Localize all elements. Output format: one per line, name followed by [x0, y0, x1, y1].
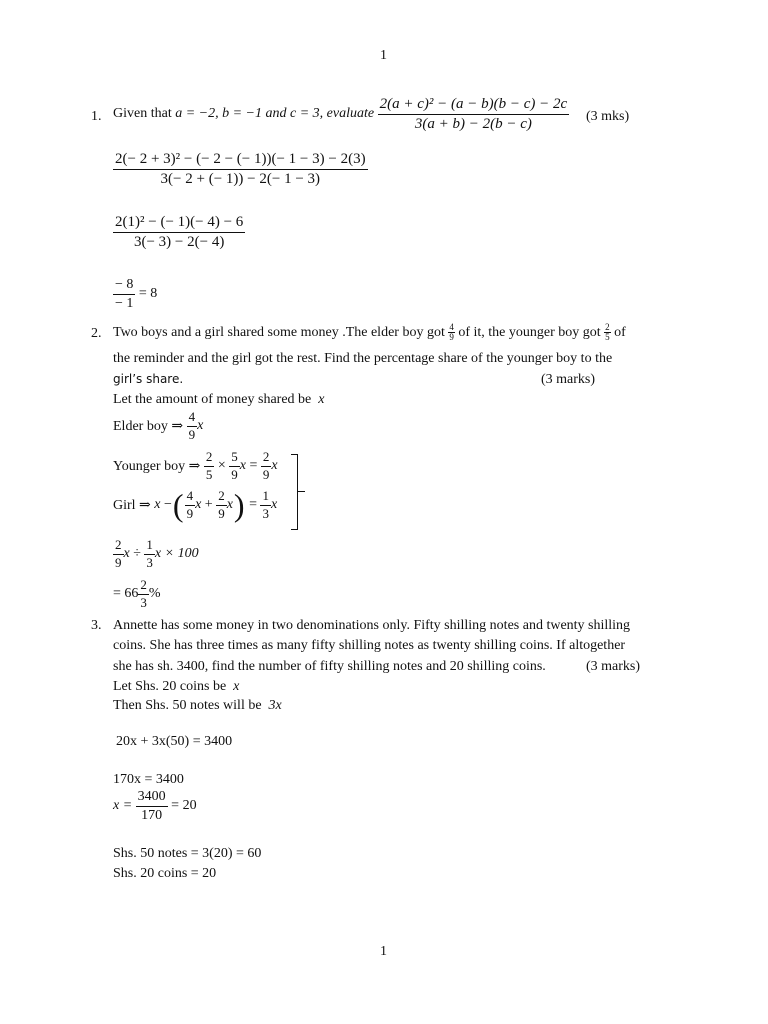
q2-younger-a-num: 2 — [204, 450, 215, 467]
q2-answer-den: 3 — [140, 594, 147, 610]
q2-answer-num: 2 — [138, 578, 149, 595]
q2-line-1b: of it, the younger boy got — [458, 324, 601, 340]
q2-pct-a-num: 2 — [113, 538, 124, 555]
q2-elder-boy-row: Elder boy ⇒ $\frac{4}{9}$ x — [113, 409, 204, 442]
q1-marks: (3 mks) — [586, 109, 630, 124]
q1-step-3-denominator: − 1 — [115, 295, 134, 311]
q1-step-3-numerator: − 8 — [113, 277, 135, 295]
q2-younger-frac-a — [204, 450, 215, 482]
q2-younger-label: Younger boy ⇒ — [113, 458, 201, 474]
q3-then-statement — [113, 698, 282, 714]
q2-bracket-tick — [297, 491, 305, 492]
q3-eq3-den: 170 — [141, 807, 163, 823]
q2-frac-younger — [604, 323, 611, 342]
q2-girl-b-den: 9 — [218, 505, 225, 521]
q1-expression-numerator: 2(a + c)² − (a − b)(b − c) − 2c — [378, 96, 570, 115]
q2-elder-frac — [187, 410, 198, 442]
q3-eq3-lhs: x = — [113, 798, 133, 814]
q2-younger-frac-result — [261, 450, 272, 482]
q2-line-1 — [113, 323, 626, 342]
q3-then-text: Then Shs. 50 notes will be — [113, 698, 262, 713]
q2-elder-label: Elder boy ⇒ — [113, 418, 184, 434]
q2-pct-frac-b — [144, 538, 155, 570]
question-3-number: 3. — [91, 618, 102, 633]
q2-younger-boy-row: Younger boy ⇒ $\frac{2}{5}$ × $\frac{5}{9}$ x = $\frac{2}{9}$ x — [113, 449, 278, 482]
q2-let-text: Let the amount of money shared be — [113, 392, 312, 407]
q2-younger-b-den: 9 — [231, 466, 238, 482]
q2-elder-num: 4 — [187, 410, 198, 427]
q3-answer-notes: Shs. 50 notes = 3(20) = 60 — [113, 846, 262, 861]
q2-bracket — [291, 454, 298, 530]
q2-pct-frac-a — [113, 538, 124, 570]
q2-younger-frac-b — [229, 450, 240, 482]
q3-line-3: she has sh. 3400, find the number of fifty shilling notes and 20 shilling coins. — [113, 659, 546, 674]
q2-line-2: the reminder and the girl got the rest. Find the percentage share of the younger boy to the — [113, 351, 613, 366]
q1-step-3 — [113, 277, 157, 311]
q3-line-2: coins. She has three times as many fifty shilling notes as twenty shilling coins. If altogether — [113, 638, 626, 653]
q2-let-statement — [113, 392, 325, 408]
q2-pct-b-num: 1 — [144, 538, 155, 555]
q1-step-3-result: = 8 — [138, 286, 158, 302]
q2-pct-a-den: 9 — [115, 554, 122, 570]
q3-then-var: 3x — [268, 698, 282, 713]
header-page-number: 1 — [380, 48, 387, 63]
q2-answer-unit: % — [148, 586, 161, 602]
q1-expression-denominator: 3(a + b) − 2(b − c) — [414, 115, 532, 132]
q2-line-3: girl’s share. — [113, 372, 184, 386]
q3-equation-2: 170x = 3400 — [113, 772, 184, 787]
q2-line-1c: of — [614, 324, 626, 340]
q2-girl-a-den: 9 — [186, 505, 194, 521]
q1-given-values: a = −2, b = −1 and c = 3, evaluate — [175, 106, 375, 122]
q3-let-text: Let Shs. 20 coins be — [113, 679, 227, 694]
q2-younger-res-den: 9 — [262, 466, 270, 482]
q2-pct-tail: x × 100 — [154, 546, 199, 562]
q2-marks: (3 marks) — [541, 372, 596, 387]
q1-intro: Given that — [113, 106, 172, 122]
q2-younger-res-num: 2 — [261, 450, 272, 467]
q3-let-var: x — [233, 679, 240, 694]
q3-let-statement — [113, 679, 239, 695]
q2-let-var: x — [318, 392, 325, 407]
q2-pct-b-den: 3 — [146, 554, 153, 570]
q2-girl-frac-b — [216, 489, 227, 521]
q3-equation-1: 20x + 3x(50) = 3400 — [116, 734, 233, 749]
q2-girl-frac-result — [260, 489, 271, 521]
q2-frac-elder — [448, 323, 455, 342]
q2-girl-label: Girl ⇒ — [113, 497, 151, 513]
q2-girl-res-den: 3 — [262, 505, 269, 521]
q1-step-2-numerator: 2(1)² − (− 1)(− 4) − 6 — [113, 214, 245, 233]
q2-younger-b-num: 5 — [229, 450, 240, 467]
q2-frac-elder-den: 9 — [449, 332, 454, 342]
q2-answer-whole: = 66 — [113, 586, 139, 602]
q2-frac-younger-den: 5 — [605, 332, 610, 342]
q1-expression — [378, 96, 570, 133]
q3-equation-3 — [113, 789, 197, 823]
q3-eq3-frac — [136, 789, 168, 823]
q2-younger-a-den: 5 — [205, 466, 213, 482]
q2-elder-den: 9 — [188, 426, 196, 442]
q3-eq3-rhs: = 20 — [171, 798, 197, 814]
q2-girl-frac-a — [185, 489, 196, 521]
q1-step-1 — [113, 151, 368, 188]
q3-answer-coins: Shs. 20 coins = 20 — [113, 866, 217, 881]
q2-girl-b-num: 2 — [216, 489, 227, 506]
q2-girl-row: Girl ⇒ x − ( $\frac{4}{9}$ x + $\frac{2}{9}$ x ) = $\frac{1}{3}$ x — [113, 487, 278, 524]
q2-percentage-row: $\frac{2}{9}$ x ÷ $\frac{1}{3}$ x × 100 — [115, 537, 199, 570]
footer-page-number: 1 — [380, 944, 387, 959]
q2-girl-a-num: 4 — [185, 489, 196, 506]
q1-step-2 — [113, 214, 245, 251]
q1-step-2-denominator: 3(− 3) − 2(− 4) — [133, 233, 225, 250]
q2-answer-frac — [138, 578, 149, 610]
q1-step-1-numerator: 2(− 2 + 3)² − (− 2 − (− 1))(− 1 − 3) − 2(3) — [113, 151, 368, 170]
q2-girl-res-num: 1 — [260, 489, 271, 506]
q3-eq3-num: 3400 — [136, 789, 168, 807]
q2-frac-younger-num: 2 — [605, 322, 610, 332]
question-1-number: 1. — [91, 109, 102, 124]
question-1-statement — [113, 96, 569, 133]
q2-answer — [113, 578, 161, 610]
q2-frac-elder-num: 4 — [449, 322, 454, 332]
q2-line-1a: Two boys and a girl shared some money .The elder boy got — [113, 324, 445, 340]
question-2-number: 2. — [91, 326, 102, 341]
q3-line-1: Annette has some money in two denominations only. Fifty shilling notes and twenty shilling — [113, 618, 631, 633]
q1-step-1-denominator: 3(− 2 + (− 1)) − 2(− 1 − 3) — [160, 170, 321, 187]
q3-marks: (3 marks) — [586, 659, 641, 674]
